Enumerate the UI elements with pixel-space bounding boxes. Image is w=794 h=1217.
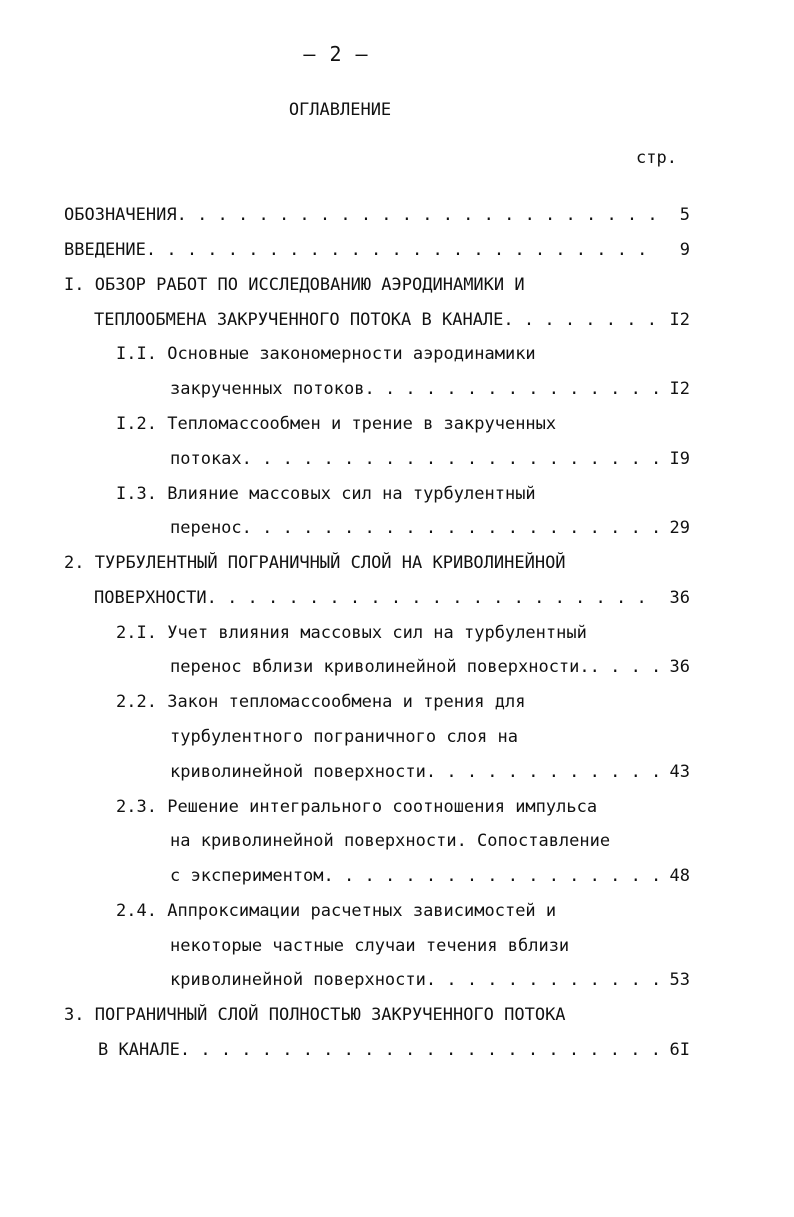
toc-entry-page: 53 [669,970,690,990]
toc-entry-text: Закон тепломассообмена и трения для [167,692,526,712]
toc-entry-text: ВВЕДЕНИЕ [64,240,146,260]
toc-entry [170,759,690,785]
toc-entry [170,863,690,889]
toc-entry-page: 36 [669,588,690,608]
toc-leader-dots [146,237,660,263]
toc-leader-dots [324,863,660,889]
toc-entry-page: 5 [679,205,690,225]
toc-entry-text: ПОВЕРХНОСТИ [94,588,207,608]
toc-entry [170,967,690,993]
toc-entry [170,933,569,959]
toc-entry-number: 2.2. [116,692,157,712]
toc-entry-text: некоторые частные случаи течения вблизи [170,936,570,956]
toc-entry-page: 9 [679,240,690,260]
toc-entry [64,1002,566,1028]
toc-leader-dots [177,202,660,228]
toc-entry [64,272,525,298]
toc-leader-dots [590,654,660,680]
toc-leader-dots [503,307,660,333]
toc-entry-number: 3. [64,1005,85,1025]
toc-entry [170,828,610,854]
toc-entry-page: 6I [669,1040,690,1060]
toc-entry-text: Аппроксимации расчетных зависимостей и [167,901,557,921]
page-number: – 2 – [303,42,369,66]
toc-entry-text: турбулентного пограничного слоя на [170,727,518,747]
toc-entry-text: потоках [170,449,242,469]
toc-entry-number: 2.3. [116,797,157,817]
toc-entry-page: I2 [669,310,690,330]
toc-entry-page: 48 [669,866,690,886]
toc-entry-page: I2 [669,379,690,399]
toc-entry-page: I9 [669,449,690,469]
toc-entry-text: закрученных потоков [170,379,365,399]
toc-entry [64,237,690,263]
toc-entry [116,620,587,646]
toc-entry-page: 29 [669,518,690,538]
toc-entry-text: ОБОЗНАЧЕНИЯ [64,205,177,225]
toc-entry-text: Влияние массовых сил на турбулентный [167,484,536,504]
toc-entry [170,515,690,541]
toc-entry-number: I.3. [116,484,157,504]
toc-entry [170,376,690,402]
toc-entry-text: Учет влияния массовых сил на турбулентный [167,623,587,643]
toc-entry [116,794,597,820]
toc-leader-dots [242,515,660,541]
toc-entry-text: криволинейной поверхности [170,762,426,782]
toc-entry-text: ОБЗОР РАБОТ ПО ИССЛЕДОВАНИЮ АЭРОДИНАМИКИ И [94,275,525,295]
toc-leader-dots [364,376,660,402]
toc-entry-text: Основные закономерности аэродинамики [167,344,536,364]
toc-entry [170,446,690,472]
toc-entry-page: 36 [669,657,690,677]
toc-entry-text: на криволинейной поверхности. Сопоставление [170,831,611,851]
toc-entry-page: 43 [669,762,690,782]
toc-entry-text: ТЕПЛООБМЕНА ЗАКРУЧЕННОГО ПОТОКА В КАНАЛЕ [94,310,504,330]
toc-leader-dots [426,967,660,993]
toc-entry-number: 2.I. [116,623,157,643]
toc-entry-text: Тепломассообмен и трение в закрученных [167,414,557,434]
toc-entry [116,898,556,924]
toc-entry [98,1037,690,1063]
toc-entry [116,341,536,367]
toc-entry [94,307,690,333]
toc-leader-dots [242,446,660,472]
toc-leader-dots [180,1037,660,1063]
toc-entry [170,724,518,750]
toc-entry-number: I.I. [116,344,157,364]
toc-entry-text: перенос [170,518,242,538]
toc-entry [116,689,525,715]
toc-leader-dots [426,759,660,785]
toc-entry-text: криволинейной поверхности [170,970,426,990]
toc-entry-text: перенос вблизи криволинейной поверхности. [170,657,590,677]
toc-entry [94,585,690,611]
toc-entry-number: I. [64,275,85,295]
toc-entry [170,654,690,680]
toc-entry [64,202,690,228]
toc-entry [64,550,566,576]
toc-entry-number: 2. [64,553,85,573]
toc-entry-number: 2.4. [116,901,157,921]
toc-entry-text: В КАНАЛЕ [98,1040,180,1060]
page-column-label: стр. [636,148,677,168]
toc-entry [116,411,556,437]
toc-entry-text: с экспериментом [170,866,324,886]
toc-entry-text: ТУРБУЛЕНТНЫЙ ПОГРАНИЧНЫЙ СЛОЙ НА КРИВОЛИНЕЙНОЙ [94,553,566,573]
page-title: ОГЛАВЛЕНИЕ [288,100,392,120]
toc-entry-text: ПОГРАНИЧНЫЙ СЛОЙ ПОЛНОСТЬЮ ЗАКРУЧЕННОГО ПОТОКА [94,1005,566,1025]
toc-entry [116,481,536,507]
toc-entry-number: I.2. [116,414,157,434]
toc-entry-text: Решение интегрального соотношения импульса [167,797,598,817]
toc-leader-dots [207,585,660,611]
